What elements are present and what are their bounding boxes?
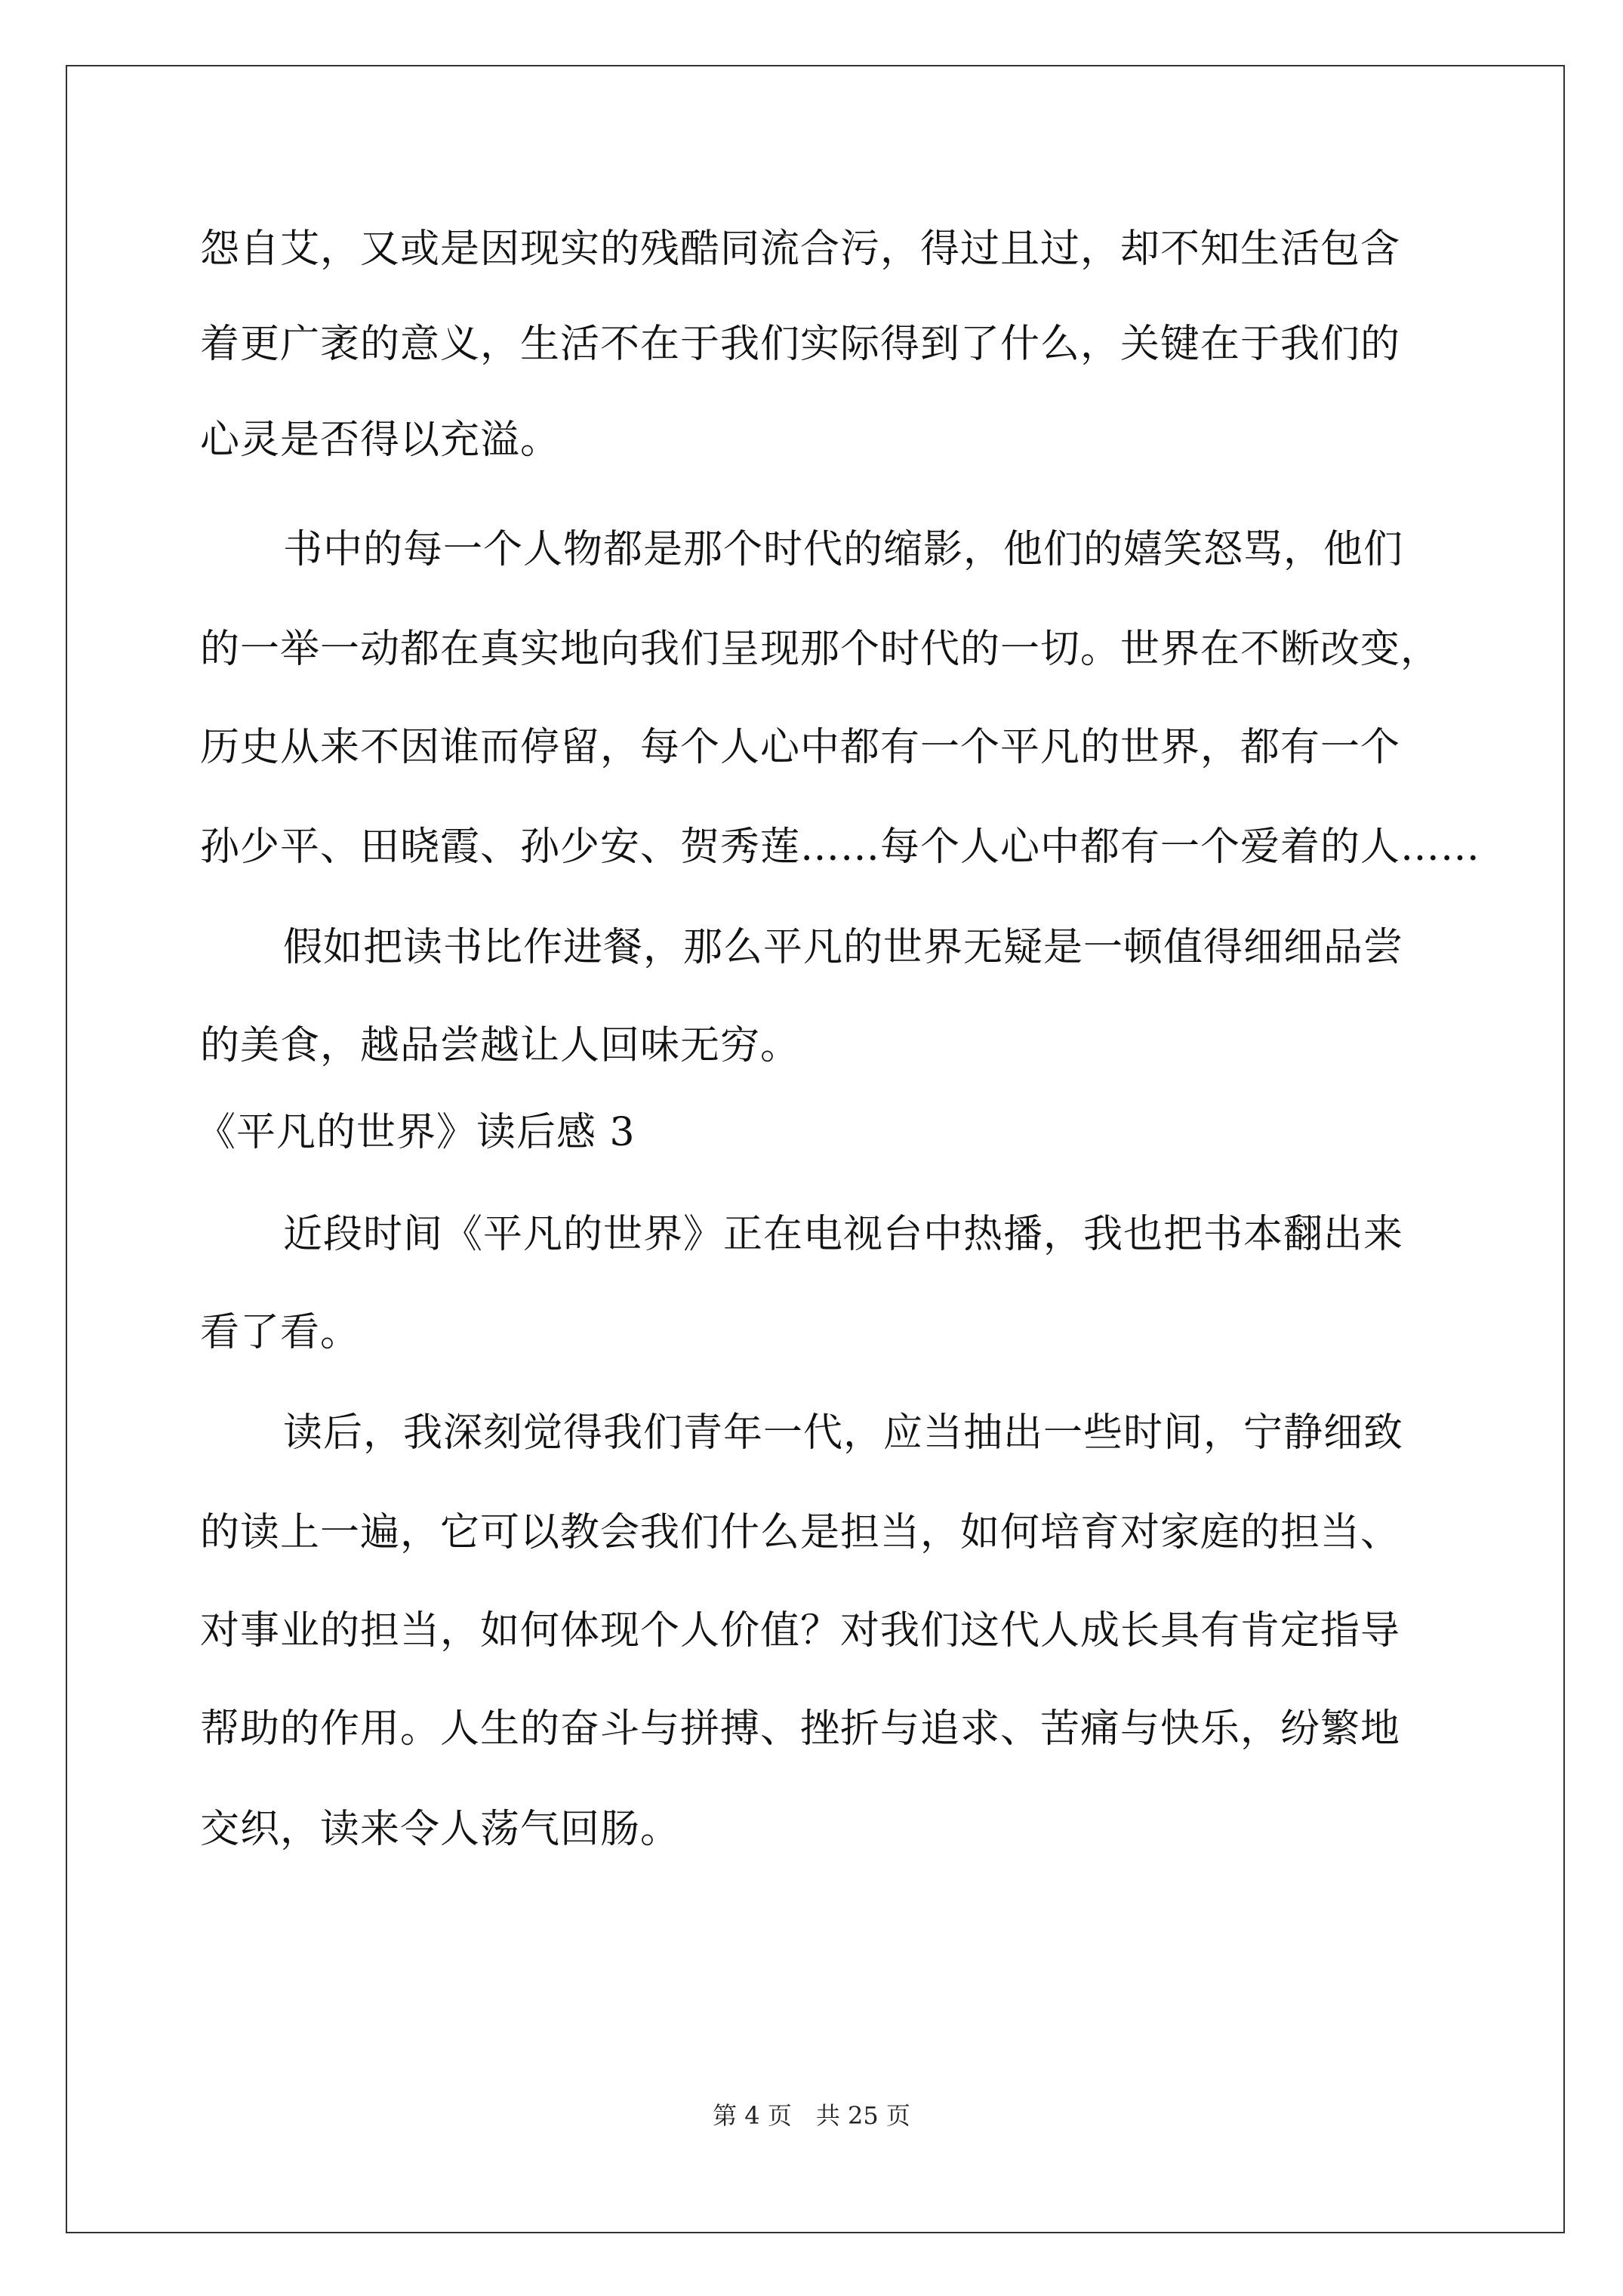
text-line: 帮助的作用。人生的奋斗与拼搏、挫折与追求、苦痛与快乐，纷繁地 — [200, 1706, 1401, 1752]
text-line: 历史从来不因谁而停留，每个人心中都有一个平凡的世界，都有一个 — [200, 725, 1401, 770]
paragraph-start-line: 读后，我深刻觉得我们青年一代，应当抽出一些时间，宁静细致 — [283, 1410, 1404, 1456]
page-number: 第 4 页 共 25 页 — [713, 2101, 910, 2130]
paragraph-start-line: 书中的每一个人物都是那个时代的缩影，他们的嬉笑怒骂，他们 — [283, 527, 1404, 572]
text-line: 怨自艾，又或是因现实的残酷同流合污，得过且过，却不知生活包含 — [200, 227, 1401, 272]
text-line: 心灵是否得以充溢。 — [200, 418, 561, 463]
text-line: 的读上一遍，它可以教会我们什么是担当，如何培育对家庭的担当、 — [200, 1510, 1401, 1555]
text-line: 着更广袤的意义，生活不在于我们实际得到了什么，关键在于我们的 — [200, 322, 1401, 367]
paragraph-start-line: 近段时间《平凡的世界》正在电视台中热播，我也把书本翻出来 — [283, 1212, 1404, 1257]
text-line: 的一举一动都在真实地向我们呈现那个时代的一切。世界在不断改变， — [200, 627, 1441, 672]
paragraph-start-line: 假如把读书比作进餐，那么平凡的世界无疑是一顿值得细细品尝 — [283, 925, 1404, 970]
text-line: 交织，读来令人荡气回肠。 — [200, 1807, 681, 1852]
section-heading: 《平凡的世界》读后感 3 — [196, 1110, 636, 1155]
text-line: 看了看。 — [200, 1310, 361, 1355]
text-line: 的美食，越品尝越让人回味无穷。 — [200, 1023, 801, 1068]
text-line: 对事业的担当，如何体现个人价值？对我们这代人成长具有肯定指导 — [200, 1608, 1401, 1653]
text-line: 孙少平、田晓霞、孙少安、贺秀莲……每个人心中都有一个爱着的人…… — [200, 824, 1481, 870]
